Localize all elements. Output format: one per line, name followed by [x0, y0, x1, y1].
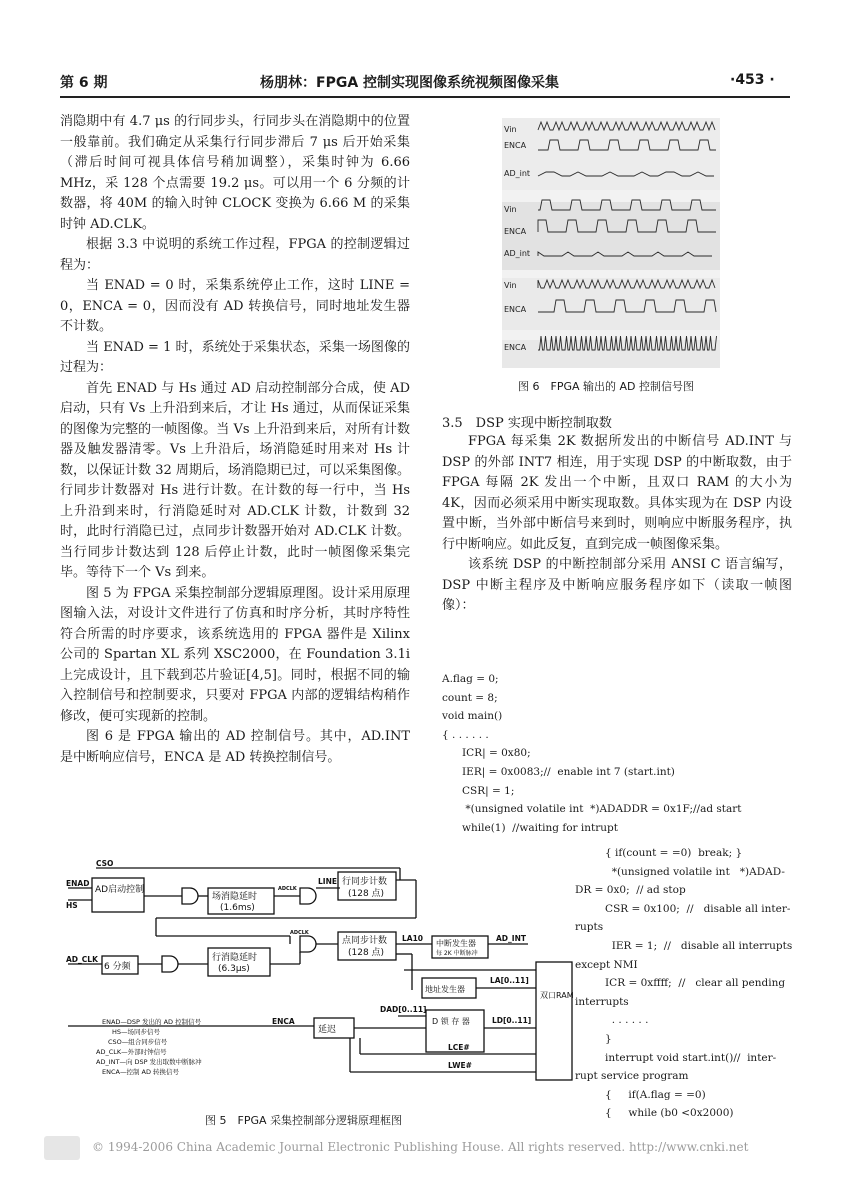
paragraph: 图 5 为 FPGA 采集控制部分逻辑原理图。设计采用原理图输入法，对设计文件进行了仿真和时序分析，其时序特性符合所需的时序要求，该系统选用的 FPGA 器件是 Xilinx 公司的 Spartan XL 系列 XSC2000，在 Foundation 3.1i 上完成设计，且下载到芯片验证[4,5]。同时，根据不同的输入控制信号和控制要求，只要对 FPGA 内部的逻辑结构稍作修改，便可实现新的控制。 [60, 585, 410, 724]
sig-ld-bus: LD[0..11] [492, 1016, 532, 1025]
block-div6: 6 分频 [104, 962, 131, 972]
block-line-count-n: (128 点) [348, 889, 385, 899]
sig-adclk-2: ADCLK [290, 930, 309, 936]
paragraph: 当 ENAD = 0 时，采集系统停止工作，这时 LINE = 0，ENCA = 0，因而没有 AD 转换信号，同时地址发生器不计数。 [60, 278, 410, 334]
code-line: CSR = 0x100; // disable all inter- [575, 902, 791, 915]
code-line: CSR| = 1; [442, 784, 515, 797]
sig-enad: ENAD [66, 879, 90, 888]
paragraph: 当 ENAD = 1 时，系统处于采集状态，采集一场图像的过程为： [60, 339, 410, 375]
block-row-delay: 行消隐延时 [212, 953, 258, 963]
trace-label: AD_int [504, 169, 531, 178]
figure-6-caption: 图 6 FPGA 输出的 AD 控制信号图 [518, 380, 694, 393]
code-line: . . . . . . [575, 1014, 649, 1027]
figure-5-legend [96, 1017, 202, 1076]
code-line: { if(A.flag = =0) [575, 1088, 706, 1101]
code-line: IER = 1; // disable all interrupts [575, 939, 793, 952]
sig-hs: HS [66, 901, 78, 910]
paragraph: 首先 ENAD 与 Hs 通过 AD 启动控制部分合成，使 AD 启动，只有 Vs 上升沿到来后，才让 Hs 通过，从而保证采集的图像为完整的一帧图像。当 Vs 上升沿到来后，对所有计数器及触发器清零。Vs 上升沿后，场消隐延时用来对 Hs 计数，以保证计数 32 周期后，场消隐期已过，可以采集图像。行同步计数器对 Hs 进行计数。在计数的每一行中，当 Hs 上升沿到来时，行消隐延时对 AD.CLK 计数，计数到 32 时，此时行消隐已过，点同步计数器开始对 AD.CLK 计数。当行同步计数达到 128 后停止计数，此时一帧图像采集完毕。等待下一个 Vs 到来。 [60, 380, 410, 580]
code-line: except NMI [575, 958, 638, 971]
code-line: *(unsigned volatile int *)ADAD- [575, 865, 785, 878]
section-body [442, 432, 792, 617]
running-title: 杨朋林：FPGA 控制实现图像系统视频图像采集 [260, 75, 560, 91]
figure-5-caption: 图 5 FPGA 采集控制部分逻辑原理框图 [205, 1114, 402, 1127]
trace-label: Vin [504, 205, 517, 214]
code-line: rupts [575, 921, 604, 934]
header-rule [60, 96, 790, 98]
page-number: ·453 · [730, 72, 775, 88]
legend-item: CSO—组合同步信号 [108, 1038, 168, 1046]
oscilloscope-traces [502, 118, 720, 368]
paragraph: 图 6 是 FPGA 输出的 AD 控制信号。其中，AD.INT 是中断响应信号，ENCA 是 AD 转换控制信号。 [60, 729, 410, 765]
block-point-count: 点同步计数 [342, 936, 388, 946]
legend-item: AD_INT—向 DSP 发出取数中断脉冲 [96, 1058, 202, 1066]
section-heading: 3.5 DSP 实现中断控制取数 [442, 416, 612, 431]
sig-la10: LA10 [402, 934, 424, 943]
code-block-main [442, 670, 742, 837]
code-line: { while (b0 <0x2000) [575, 1107, 734, 1120]
code-line: count = 8; [442, 691, 498, 704]
block-field-delay-time: (1.6ms) [220, 903, 255, 913]
copyright-footer: © 1994-2006 China Academic Journal Electronic Publishing House. All rights reserved. http://www.cnki.net [92, 1140, 749, 1154]
block-field-delay: 场消隐延时 [212, 892, 258, 902]
sig-line: LINE [318, 877, 337, 886]
sig-adclk-1: ADCLK [278, 886, 297, 892]
code-line: while(1) //waiting for intrupt [442, 821, 618, 834]
sig-cso: CSO [96, 859, 114, 868]
trace-label: Vin [504, 125, 517, 134]
paragraph: 该系统 DSP 的中断控制部分采用 ANSI C 语言编写，DSP 中断主程序及中断响应服务程序如下（读取一帧图像）： [442, 557, 792, 613]
figure-5-diagram [60, 858, 575, 1084]
code-line: rupt service program [575, 1070, 689, 1083]
sig-lce: LCE# [448, 1043, 470, 1052]
block-dual-ram: 双口RAM [540, 991, 574, 1000]
block-point-count-n: (128 点) [348, 948, 385, 958]
code-line: interrupt void start.int()// inter- [575, 1051, 777, 1064]
legend-item: ENCA—控制 AD 转换信号 [102, 1068, 180, 1076]
legend-item: AD_CLK—外部时钟信号 [96, 1048, 167, 1056]
legend-item: ENAD—DSP 发出的 AD 控制信号 [102, 1018, 202, 1026]
block-latch: D 锁 存 器 [432, 1017, 470, 1026]
issue-number: 第 6 期 [60, 75, 108, 91]
figure-6-image [502, 118, 720, 368]
code-line: A.flag = 0; [442, 673, 499, 685]
code-line: ICR = 0xffff; // clear all pending [575, 977, 786, 990]
left-column [60, 112, 410, 768]
block-ad-start: AD启动控制 [95, 885, 145, 895]
code-line: *(unsigned volatile int *)ADADDR = 0x1F;//ad start [442, 803, 742, 816]
code-block-interrupt [575, 844, 795, 1123]
block-row-delay-time: (6.3μs) [218, 964, 250, 974]
sig-dad-bus: DAD[0..11] [380, 1005, 427, 1014]
trace-label: ENCA [504, 141, 527, 150]
block-int-gen-sub: 每 2K 中断脉冲 [436, 950, 478, 957]
sig-ad-int: AD_INT [496, 934, 526, 943]
code-line: ICR| = 0x80; [442, 747, 531, 760]
code-line: } [575, 1032, 612, 1045]
paragraph: 消隐期中有 4.7 μs 的行同步头，行同步头在消隐期中的位置一般靠前。我们确定从采集行行同步滞后 7 μs 后开始采集（滞后时间可视具体信号稍加调整），采集时钟为 6.66 MHz，采 128 个点需要 19.2 μs。可以用一个 6 分频的计数器，将 40M 的输入时钟 CLOCK 变换为 6.66 M 的采集时钟 AD.CLK。 [60, 114, 410, 232]
block-int-gen: 中断发生器 [436, 939, 476, 948]
code-line: { if(count = =0) break; } [575, 847, 743, 859]
cnki-logo [44, 1136, 80, 1160]
trace-label: ENCA [504, 305, 527, 314]
code-line: interrupts [575, 995, 629, 1008]
sig-la-bus: LA[0..11] [490, 976, 529, 985]
code-line: void main() [442, 710, 503, 723]
trace-label: AD_int [504, 249, 531, 258]
paragraph: FPGA 每采集 2K 数据所发出的中断信号 AD.INT 与 DSP 的外部 INT7 相连，用于实现 DSP 的中断取数，由于 FPGA 每隔 2K 发出一个中断，且双口 RAM 的大小为 4K，因而必须采用中断实现取数。具体实现为在 DSP 内设置中断，当外部中断信号来到时，则响应中断服务程序，执行中断响应。如此反复，直到完成一帧图像采集。 [442, 434, 792, 552]
sig-enca: ENCA [272, 1017, 295, 1026]
legend-item: HS—场同步信号 [112, 1028, 161, 1036]
trace-label: Vin [504, 281, 517, 290]
trace-label: ENCA [504, 343, 527, 352]
code-line: { . . . . . . [442, 728, 489, 741]
code-line: IER| = 0x0083;// enable int 7 (start.int) [442, 765, 675, 778]
block-line-count: 行同步计数 [342, 877, 388, 887]
block-delay: 延迟 [318, 1025, 337, 1035]
trace-label: ENCA [504, 227, 527, 236]
paragraph: 根据 3.3 中说明的系统工作过程，FPGA 的控制逻辑过程为： [60, 237, 410, 273]
sig-lwe: LWE# [448, 1061, 472, 1070]
block-addr-gen: 地址发生器 [425, 985, 465, 994]
sig-ad-clk: AD_CLK [66, 955, 98, 964]
code-line: DR = 0x0; // ad stop [575, 884, 686, 897]
